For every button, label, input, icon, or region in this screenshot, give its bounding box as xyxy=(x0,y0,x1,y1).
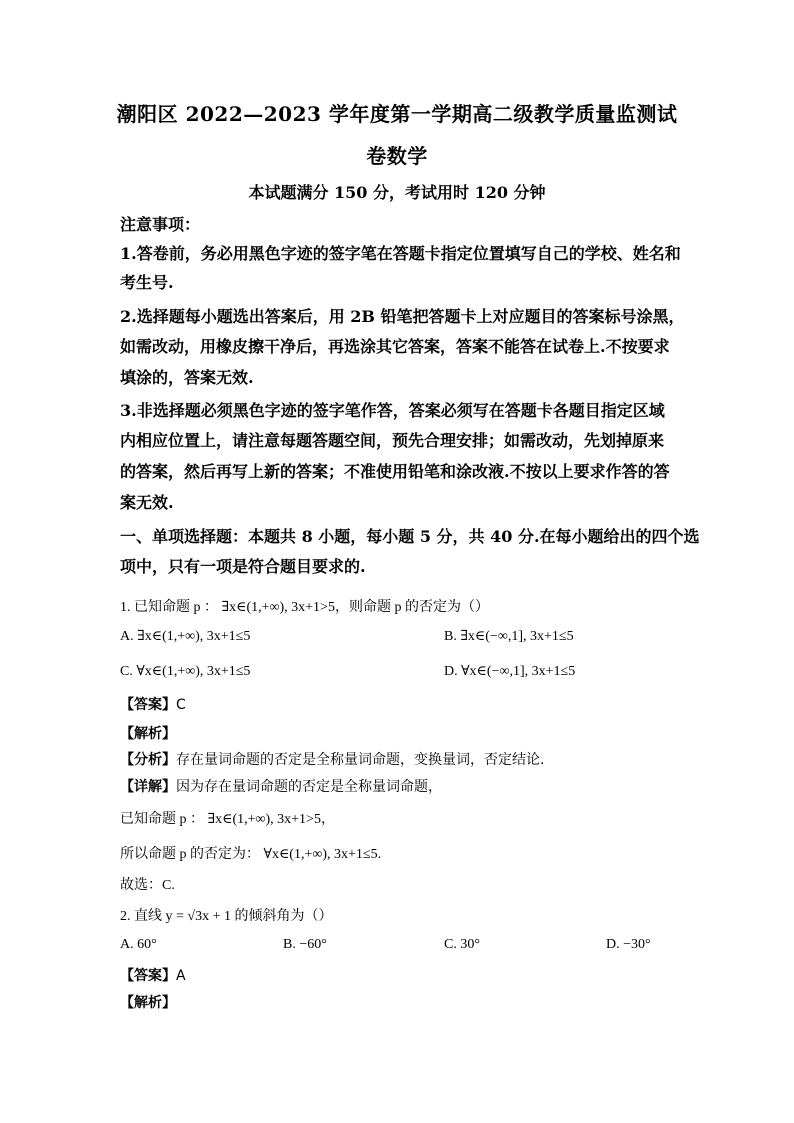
q2-answer xyxy=(120,965,680,985)
answer-tag: 【答案】 xyxy=(120,968,176,984)
fenxi-tag: 【分析】 xyxy=(120,752,176,768)
notes-line-7: 内相应位置上，请注意每题答题空间，预先合理安排；如需改动，先划掉原来 xyxy=(120,431,665,450)
q1-option-a: A. ∃x∈(1,+∞), 3x+1≤5 xyxy=(120,629,251,644)
notes-line-5: 填涂的，答案无效. xyxy=(120,368,254,387)
subtitle: 本试题满分 150 分，考试用时 120 分钟 xyxy=(248,183,546,202)
answer-value: C xyxy=(176,697,186,713)
q1-fenxi xyxy=(120,749,680,769)
notes-line-4: 如需改动，用橡皮擦干净后，再选涂其它答案，答案不能答在试卷上.不按要求 xyxy=(120,337,670,356)
q2-option-b: B. −60° xyxy=(283,937,327,952)
notes-line-2: 考生号. xyxy=(120,273,174,292)
notes-line-8: 的答案，然后再写上新的答案；不准使用铅笔和涂改液.不按以上要求作答的答 xyxy=(120,462,670,481)
xiangjie-tag: 【详解】 xyxy=(120,779,176,795)
analysis-tag: 【解析】 xyxy=(120,995,176,1011)
q2-option-c: C. 30° xyxy=(444,937,480,952)
q1-known-line: 已知命题 p ： ∃x∈(1,+∞), 3x+1>5， xyxy=(120,812,335,827)
q2-stem: 2. 直线 y = √3x + 1 的倾斜角为（） xyxy=(120,909,333,924)
q1-analysis-tag xyxy=(120,723,680,743)
answer-value: A xyxy=(176,968,186,984)
fenxi-text: 存在量词命题的否定是全称量词命题，变换量词，否定结论. xyxy=(176,752,545,768)
q2-option-a: A. 60° xyxy=(120,937,157,952)
title-line-2: 卷数学 xyxy=(366,144,428,168)
q1-choose-line: 故选：C. xyxy=(120,878,175,893)
notes-line-9: 案无效. xyxy=(120,493,174,512)
notes-line-6: 3.非选择题必须黑色字迹的签字笔作答，答案必须写在答题卡各题目指定区域 xyxy=(120,401,665,420)
title-line-1: 潮阳区 2022—2023 学年度第一学期高二级教学质量监测试 xyxy=(116,102,678,126)
q1-xiangjie xyxy=(120,776,680,796)
notes-line-1: 1.答卷前，务必用黑色字迹的签字笔在答题卡指定位置填写自己的学校、姓名和 xyxy=(120,244,681,263)
q1-stem: 1. 已知命题 p ： ∃x∈(1,+∞), 3x+1>5，则命题 p 的否定为（） xyxy=(120,600,489,615)
analysis-tag: 【解析】 xyxy=(120,726,176,742)
xiangjie-text: 因为存在量词命题的否定是全称量词命题， xyxy=(176,779,442,795)
notes-heading: 注意事项： xyxy=(120,215,201,234)
notes-line-3: 2.选择题每小题选出答案后，用 2B 铅笔把答题卡上对应题目的答案标号涂黑， xyxy=(120,307,685,326)
q1-answer xyxy=(120,694,680,714)
answer-tag: 【答案】 xyxy=(120,697,176,713)
q1-option-d: D. ∀x∈(−∞,1], 3x+1≤5 xyxy=(444,664,576,679)
q1-option-b: B. ∃x∈(−∞,1], 3x+1≤5 xyxy=(444,629,574,644)
q1-option-c: C. ∀x∈(1,+∞), 3x+1≤5 xyxy=(120,664,251,679)
section-heading-line-2: 项中，只有一项是符合题目要求的. xyxy=(120,557,366,576)
q1-conclusion-line: 所以命题 p 的否定为： ∀x∈(1,+∞), 3x+1≤5. xyxy=(120,847,382,862)
q2-option-d: D. −30° xyxy=(606,937,651,952)
q2-analysis-tag xyxy=(120,992,680,1012)
section-heading-line-1: 一、单项选择题：本题共 8 小题，每小题 5 分，共 40 分.在每小题给出的四个选 xyxy=(120,527,700,546)
